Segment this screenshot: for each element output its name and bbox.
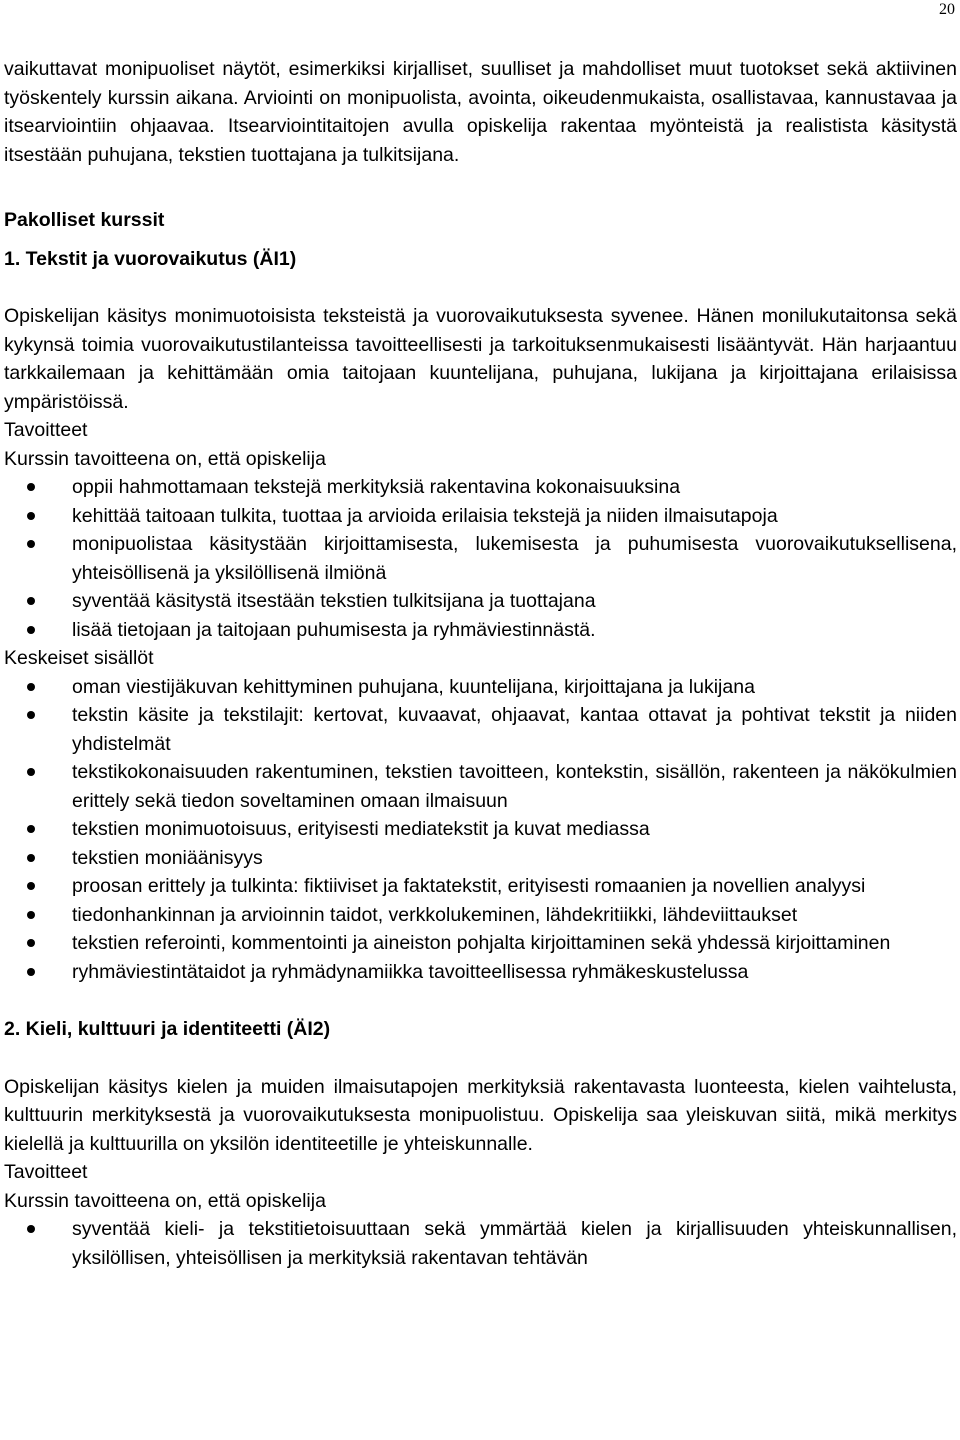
course-1-title: 1. Tekstit ja vuorovaikutus (ÄI1) (4, 247, 297, 270)
list-item: tekstien monimuotoisuus, erityisesti mediatekstit ja kuvat mediassa (4, 815, 957, 844)
course-2-goals-intro: Kurssin tavoitteena on, että opiskelija (4, 1189, 326, 1212)
section-heading-mandatory-courses: Pakolliset kurssit (4, 209, 165, 231)
list-item: monipuolistaa käsitystään kirjoittamisesta, lukemisesta ja puhumisesta vuorovaikutuksellisena, yhteisöllisenä ja yksilöllisenä ilmiönä (4, 530, 957, 587)
course-1-description: Opiskelijan käsitys monimuotoisista teksteistä ja vuorovaikutuksesta syvenee. Hänen monilukutaitonsa sekä kykynsä toimia vuorovaikutustilanteissa tavoitteellisesti ja tarkoituksenmukaisesti lisääntyvät. Hän harjaantuu tarkkailemaan ja kehittämään omia taitojaan kuuntelijana, puhujana, lukijana ja kirjoittajana erilaisissa ympäristöissä. (4, 305, 957, 413)
list-item: tekstien moniäänisyys (4, 844, 957, 873)
list-item: tekstien referointi, kommentointi ja aineiston pohjalta kirjoittaminen sekä yhdessä kirjoittaminen (4, 929, 957, 958)
page-number: 20 (939, 1, 955, 18)
list-item: syventää käsitystä itsestään tekstien tulkitsijana ja tuottajana (4, 587, 957, 616)
course-1-goals-list (4, 473, 957, 644)
course-1-content-list (4, 673, 957, 987)
course-1-goals-intro: Kurssin tavoitteena on, että opiskelija (4, 447, 326, 470)
list-item: tiedonhankinnan ja arvioinnin taidot, verkkolukeminen, lähdekritiikki, lähdeviittaukset (4, 901, 957, 930)
course-1-goals-heading: Tavoitteet (4, 419, 88, 441)
course-2-goals-list (4, 1215, 957, 1272)
list-item: lisää tietojaan ja taitojaan puhumisesta ja ryhmäviestinnästä. (4, 616, 957, 645)
course-1-content-heading: Keskeiset sisällöt (4, 647, 154, 669)
course-2-goals-heading: Tavoitteet (4, 1161, 88, 1183)
document-body (4, 55, 957, 1272)
list-item: tekstin käsite ja tekstilajit: kertovat, kuvaavat, ohjaavat, kantaa ottavat ja pohtivat tekstit ja niiden yhdistelmät (4, 701, 957, 758)
list-item: oman viestijäkuvan kehittyminen puhujana, kuuntelijana, kirjoittajana ja lukijana (4, 673, 957, 702)
list-item: ryhmäviestintätaidot ja ryhmädynamiikka tavoitteellisessa ryhmäkeskustelussa (4, 958, 957, 987)
list-item: kehittää taitoaan tulkita, tuottaa ja arvioida erilaisia tekstejä ja niiden ilmaisutapoja (4, 502, 957, 531)
list-item: oppii hahmottamaan tekstejä merkityksiä rakentavina kokonaisuuksina (4, 473, 957, 502)
intro-paragraph: vaikuttavat monipuoliset näytöt, esimerkiksi kirjalliset, suulliset ja mahdolliset muut tuotokset sekä aktiivinen työskentely kurssin aikana. Arviointi on monipuolista, avointa, oikeudenmukaista, osallistavaa, kannustavaa ja itsearviointiin ohjaavaa. Itsearviointitaitojen avulla opiskelija rakentaa myönteistä ja realistista käsitystä itsestään puhujana, tekstien tuottajana ja tulkitsijana. (4, 58, 957, 166)
list-item: tekstikokonaisuuden rakentuminen, tekstien tavoitteen, kontekstin, sisällön, rakenteen ja näkökulmien erittely sekä tiedon soveltaminen omaan ilmaisuun (4, 758, 957, 815)
list-item: syventää kieli- ja tekstitietoisuuttaan sekä ymmärtää kielen ja kirjallisuuden yhteiskunnallisen, yksilöllisen, yhteisöllisen ja merkityksiä rakentavan tehtävän (4, 1215, 957, 1272)
course-2-title: 2. Kieli, kulttuuri ja identiteetti (ÄI2) (4, 1018, 331, 1040)
course-2-description: Opiskelijan käsitys kielen ja muiden ilmaisutapojen merkityksiä rakentavasta luonteesta, kielen vaihtelusta, kulttuurin merkityksestä ja vuorovaikutuksesta monipuolistuu. Opiskelija saa yleiskuvan siitä, mikä merkitys kielellä ja kulttuurilla on yksilön identiteetille je yhteiskunnalle. (4, 1075, 957, 1155)
list-item: proosan erittely ja tulkinta: fiktiiviset ja faktatekstit, erityisesti romaanien ja novellien analyysi (4, 872, 957, 901)
